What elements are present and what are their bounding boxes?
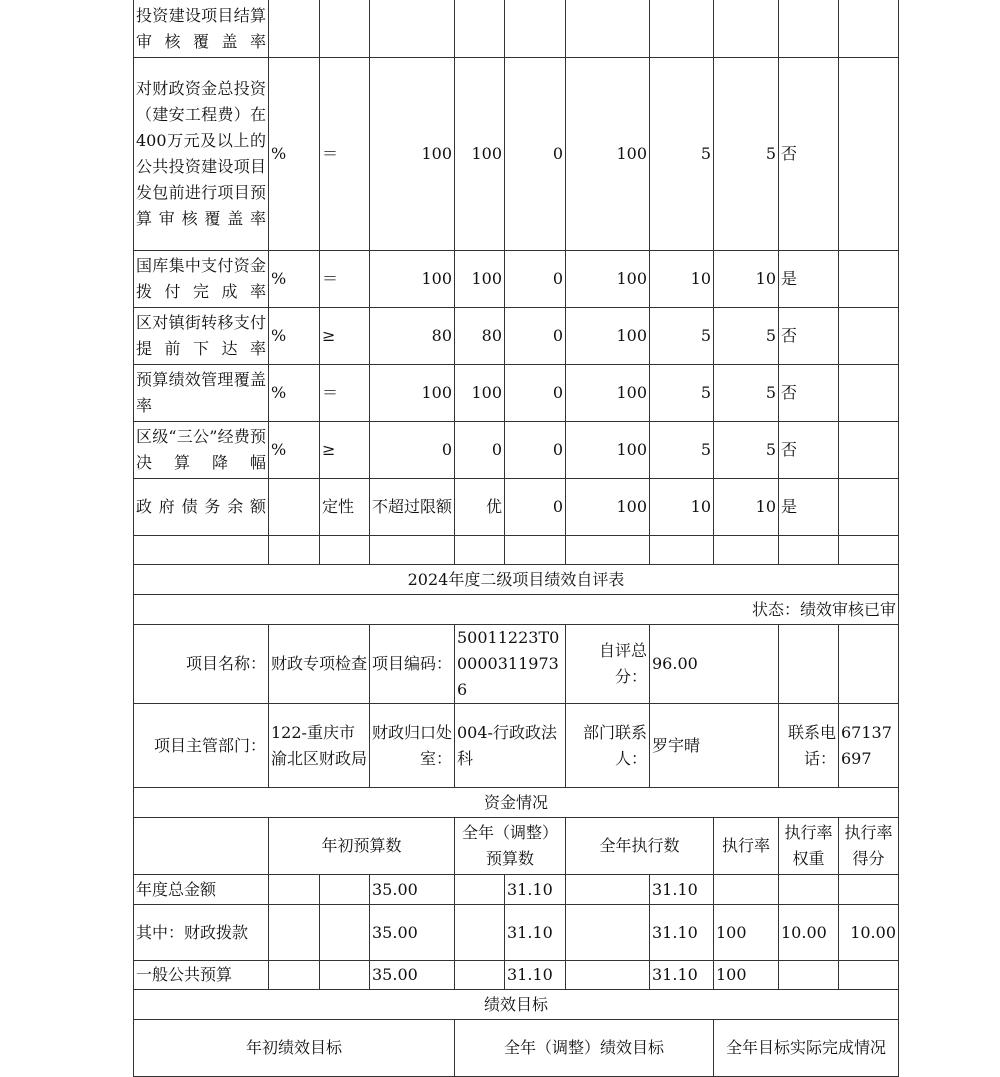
indicator-unit: %	[269, 422, 320, 479]
project-name: 财政专项检查	[269, 625, 370, 704]
funds-row	[134, 875, 899, 905]
indicator-name: 对财政资金总投资（建安工程费）在400万元及以上的公共投资建设项目发包前进行项目预算审核覆盖率	[134, 58, 269, 251]
funds-header-weight: 执行率权重	[779, 818, 839, 875]
indicator-value: 0	[455, 422, 505, 479]
indicator-operator: ≥	[320, 422, 370, 479]
funds-weight: 10.00	[779, 905, 839, 961]
indicator-deviation: 0	[505, 365, 566, 422]
dept-value: 122-重庆市渝北区财政局	[269, 704, 370, 788]
project-code: 50011223T000003119736	[455, 625, 566, 704]
indicator-weight: 5	[650, 58, 714, 251]
indicator-value: 100	[455, 58, 505, 251]
indicator-operator: ＝	[320, 58, 370, 251]
funds-row	[134, 961, 899, 990]
indicator-name: 国库集中支付资金拨付完成率	[134, 251, 269, 308]
indicator-row	[134, 251, 899, 308]
indicator-rate: 100	[566, 308, 650, 365]
indicator-rate: 100	[566, 422, 650, 479]
funds-adjusted: 31.10	[505, 961, 566, 990]
indicator-deviation: 0	[505, 308, 566, 365]
indicator-row	[134, 308, 899, 365]
goals-initial-header: 年初绩效目标	[134, 1020, 455, 1077]
indicator-name: 投资建设项目结算审核覆盖率	[134, 0, 269, 58]
funds-header-executed: 全年执行数	[566, 818, 714, 875]
funds-row-label: 年度总金额	[134, 875, 269, 905]
indicator-target: 100	[370, 251, 455, 308]
funds-score	[839, 875, 899, 905]
indicator-weight: 10	[650, 251, 714, 308]
indicator-met: 否	[779, 365, 839, 422]
indicator-row	[134, 365, 899, 422]
indicator-met: 是	[779, 251, 839, 308]
indicator-operator: 定性	[320, 479, 370, 536]
funds-score	[839, 961, 899, 990]
funds-executed: 31.10	[650, 961, 714, 990]
project-code-label: 项目编码：	[370, 625, 455, 704]
funds-executed: 31.10	[650, 905, 714, 961]
indicator-rate: 100	[566, 365, 650, 422]
funds-header-row	[134, 818, 899, 875]
indicator-operator: ≥	[320, 308, 370, 365]
indicator-deviation: 0	[505, 422, 566, 479]
status-text: 状态：绩效审核已审	[134, 595, 899, 625]
goals-adjusted-header: 全年（调整）绩效目标	[455, 1020, 714, 1077]
self-score: 96.00	[650, 625, 779, 704]
indicator-unit	[269, 479, 320, 536]
funds-initial: 35.00	[370, 961, 455, 990]
project-row	[134, 704, 899, 788]
dept-label: 项目主管部门：	[134, 704, 269, 788]
indicator-value: 100	[455, 365, 505, 422]
indicator-row	[134, 479, 899, 536]
indicator-value: 100	[455, 251, 505, 308]
indicator-row	[134, 58, 899, 251]
goals-section-title: 绩效目标	[134, 990, 899, 1020]
funds-header-initial: 年初预算数	[269, 818, 455, 875]
phone-value: 67137697	[839, 704, 899, 788]
funds-header-adjusted: 全年（调整）预算数	[455, 818, 566, 875]
project-name-label: 项目名称：	[134, 625, 269, 704]
funds-executed: 31.10	[650, 875, 714, 905]
indicator-deviation: 0	[505, 251, 566, 308]
indicator-met: 否	[779, 308, 839, 365]
indicator-rate: 100	[566, 251, 650, 308]
office-value: 004-行政政法科	[455, 704, 566, 788]
indicator-target: 100	[370, 58, 455, 251]
indicator-rate: 100	[566, 479, 650, 536]
funds-row-label: 一般公共预算	[134, 961, 269, 990]
funds-rate: 100	[714, 961, 779, 990]
funds-adjusted: 31.10	[505, 875, 566, 905]
indicator-weight: 5	[650, 422, 714, 479]
funds-weight	[779, 875, 839, 905]
goals-header-row	[134, 1020, 899, 1077]
indicator-weight: 5	[650, 308, 714, 365]
indicator-score: 5	[714, 365, 779, 422]
indicator-deviation: 0	[505, 58, 566, 251]
indicator-name: 政府债务余额	[134, 479, 269, 536]
indicator-score: 10	[714, 251, 779, 308]
funds-rate	[714, 875, 779, 905]
indicator-met: 是	[779, 479, 839, 536]
indicator-score: 5	[714, 422, 779, 479]
indicator-deviation: 0	[505, 479, 566, 536]
indicator-score: 10	[714, 479, 779, 536]
funds-rate: 100	[714, 905, 779, 961]
indicator-unit: %	[269, 251, 320, 308]
funds-adjusted: 31.10	[505, 905, 566, 961]
indicator-unit: %	[269, 58, 320, 251]
indicator-target: 100	[370, 365, 455, 422]
indicator-rate: 100	[566, 58, 650, 251]
indicator-row	[134, 0, 899, 58]
funds-initial: 35.00	[370, 875, 455, 905]
indicator-row	[134, 422, 899, 479]
indicator-target: 不超过限额	[370, 479, 455, 536]
empty-row	[134, 536, 899, 565]
indicator-name: 区对镇街转移支付提前下达率	[134, 308, 269, 365]
indicator-name: 预算绩效管理覆盖率	[134, 365, 269, 422]
contact-label: 部门联系人：	[566, 704, 650, 788]
office-label: 财政归口处室：	[370, 704, 455, 788]
funds-initial: 35.00	[370, 905, 455, 961]
indicator-target: 0	[370, 422, 455, 479]
indicator-weight: 5	[650, 365, 714, 422]
indicator-score: 5	[714, 308, 779, 365]
goals-actual-header: 全年目标实际完成情况	[714, 1020, 899, 1077]
indicator-operator: ＝	[320, 365, 370, 422]
indicator-value: 优	[455, 479, 505, 536]
contact-value: 罗宇晴	[650, 704, 779, 788]
funds-row	[134, 905, 899, 961]
indicator-operator: ＝	[320, 251, 370, 308]
funds-header-rate: 执行率	[714, 818, 779, 875]
indicator-unit: %	[269, 308, 320, 365]
performance-table	[133, 0, 899, 1077]
report-title: 2024年度二级项目绩效自评表	[134, 565, 899, 595]
project-row	[134, 625, 899, 704]
indicator-met: 否	[779, 58, 839, 251]
funds-score: 10.00	[839, 905, 899, 961]
indicator-value: 80	[455, 308, 505, 365]
phone-label: 联系电话：	[779, 704, 839, 788]
indicator-unit: %	[269, 365, 320, 422]
funds-section-title: 资金情况	[134, 788, 899, 818]
indicator-target: 80	[370, 308, 455, 365]
self-score-label: 自评总分：	[566, 625, 650, 704]
funds-row-label: 其中：财政拨款	[134, 905, 269, 961]
indicator-score: 5	[714, 58, 779, 251]
funds-weight	[779, 961, 839, 990]
indicator-met: 否	[779, 422, 839, 479]
indicator-name: 区级“三公”经费预决算降幅	[134, 422, 269, 479]
indicator-weight: 10	[650, 479, 714, 536]
funds-header-score: 执行率得分	[839, 818, 899, 875]
